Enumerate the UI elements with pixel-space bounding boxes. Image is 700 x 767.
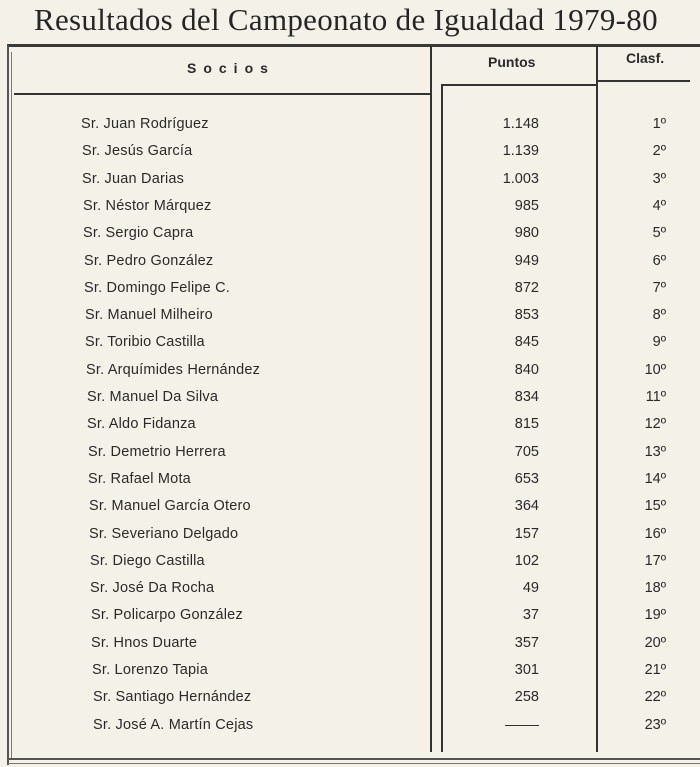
clasificacion-value: 11º	[645, 389, 666, 405]
socio-name: Sr. Toribio Castilla	[85, 334, 205, 350]
socio-name: Sr. Néstor Márquez	[83, 198, 212, 214]
socio-name: Sr. Manuel Da Silva	[87, 389, 219, 405]
clasificacion-value: 12º	[644, 416, 666, 432]
socio-name: Sr. Rafael Mota	[88, 471, 191, 487]
clasificacion-value: 5º	[652, 225, 666, 241]
clasificacion-value: 14º	[644, 471, 666, 487]
clasificacion-value: 20º	[644, 635, 666, 651]
puntos-value: 834	[514, 389, 539, 405]
clasificacion-value: 2º	[652, 143, 666, 159]
socio-name: Sr. Manuel Milheiro	[85, 307, 213, 323]
frame-inner-rule	[11, 52, 12, 758]
socio-name: Sr. Hnos Duarte	[91, 635, 198, 651]
header-clasf: Clasf.	[626, 50, 665, 66]
puntos-value: 301	[514, 662, 539, 678]
header-rule-puntos	[442, 84, 596, 86]
puntos-value: 980	[514, 225, 539, 241]
puntos-value: 102	[514, 553, 539, 569]
puntos-value: 653	[514, 471, 539, 487]
puntos-value: 357	[514, 635, 539, 651]
bottom-rule	[8, 758, 700, 760]
socio-name: Sr. Policarpo González	[91, 607, 243, 623]
socio-name: Sr. José Da Rocha	[90, 580, 215, 596]
header-rule-socios	[14, 93, 431, 95]
clasificacion-value: 21º	[644, 662, 666, 678]
column-divider-left	[430, 46, 432, 752]
socio-name: Sr. Diego Castilla	[90, 553, 205, 569]
clasificacion-value: 1º	[652, 116, 666, 132]
clasificacion-value: 16º	[644, 526, 666, 542]
puntos-value: 840	[514, 362, 539, 378]
clasificacion-value: 8º	[652, 307, 666, 323]
socio-name: Sr. Severiano Delgado	[89, 526, 239, 542]
no-points-dash	[505, 725, 539, 726]
header-socios: Socios	[187, 60, 275, 76]
socio-name: Sr. Jesús García	[82, 143, 193, 159]
socio-name: Sr. Juan Rodríguez	[81, 116, 209, 132]
column-divider-right	[596, 46, 598, 752]
puntos-value: 845	[514, 334, 539, 350]
socio-name: Sr. Sergio Capra	[83, 225, 194, 241]
clasificacion-value: 6º	[652, 253, 666, 269]
puntos-value: 37	[522, 607, 539, 623]
clasificacion-value: 15º	[644, 498, 666, 514]
clasificacion-value: 4º	[652, 198, 666, 214]
puntos-value: 1.148	[502, 116, 539, 132]
puntos-value: 949	[514, 253, 539, 269]
puntos-value: 705	[514, 444, 539, 460]
socio-name: Sr. Manuel García Otero	[89, 498, 251, 514]
clasificacion-value: 17º	[644, 553, 666, 569]
bottom-rule-thin	[8, 763, 700, 764]
puntos-value: 815	[514, 416, 539, 432]
socio-name: Sr. Demetrio Herrera	[88, 444, 226, 460]
clasificacion-value: 23º	[644, 717, 666, 733]
puntos-value: 364	[514, 498, 539, 514]
socio-name: Sr. Santiago Hernández	[93, 689, 252, 705]
clasificacion-value: 19º	[644, 607, 666, 623]
column-divider-left-inner	[441, 84, 443, 752]
socio-name: Sr. Aldo Fidanza	[87, 416, 196, 432]
puntos-value	[459, 714, 539, 736]
socio-name: Sr. Domingo Felipe C.	[84, 280, 231, 296]
clasificacion-value: 22º	[644, 689, 666, 705]
header-rule-clasf	[598, 80, 690, 82]
socio-name: Sr. José A. Martín Cejas	[93, 717, 254, 733]
puntos-value: 853	[514, 307, 539, 323]
clasificacion-value: 10º	[644, 362, 666, 378]
clasificacion-value: 7º	[652, 280, 666, 296]
puntos-value: 49	[522, 580, 539, 596]
puntos-value: 157	[514, 526, 539, 542]
clasificacion-value: 9º	[652, 334, 666, 350]
puntos-value: 872	[514, 280, 539, 296]
socio-name: Sr. Lorenzo Tapia	[92, 662, 208, 678]
header-puntos: Puntos	[488, 54, 536, 70]
socio-name: Sr. Juan Darias	[82, 171, 185, 187]
puntos-value: 985	[514, 198, 539, 214]
puntos-value: 1.003	[502, 171, 539, 187]
clasificacion-value: 3º	[652, 171, 666, 187]
clasificacion-value: 18º	[644, 580, 666, 596]
socio-name: Sr. Pedro González	[84, 253, 214, 269]
socio-name: Sr. Arquímides Hernández	[86, 362, 261, 378]
puntos-value: 258	[514, 689, 539, 705]
clasificacion-value: 13º	[644, 444, 666, 460]
puntos-value: 1.139	[502, 143, 539, 159]
page-title: Resultados del Campeonato de Igualdad 1979-80	[34, 2, 658, 37]
